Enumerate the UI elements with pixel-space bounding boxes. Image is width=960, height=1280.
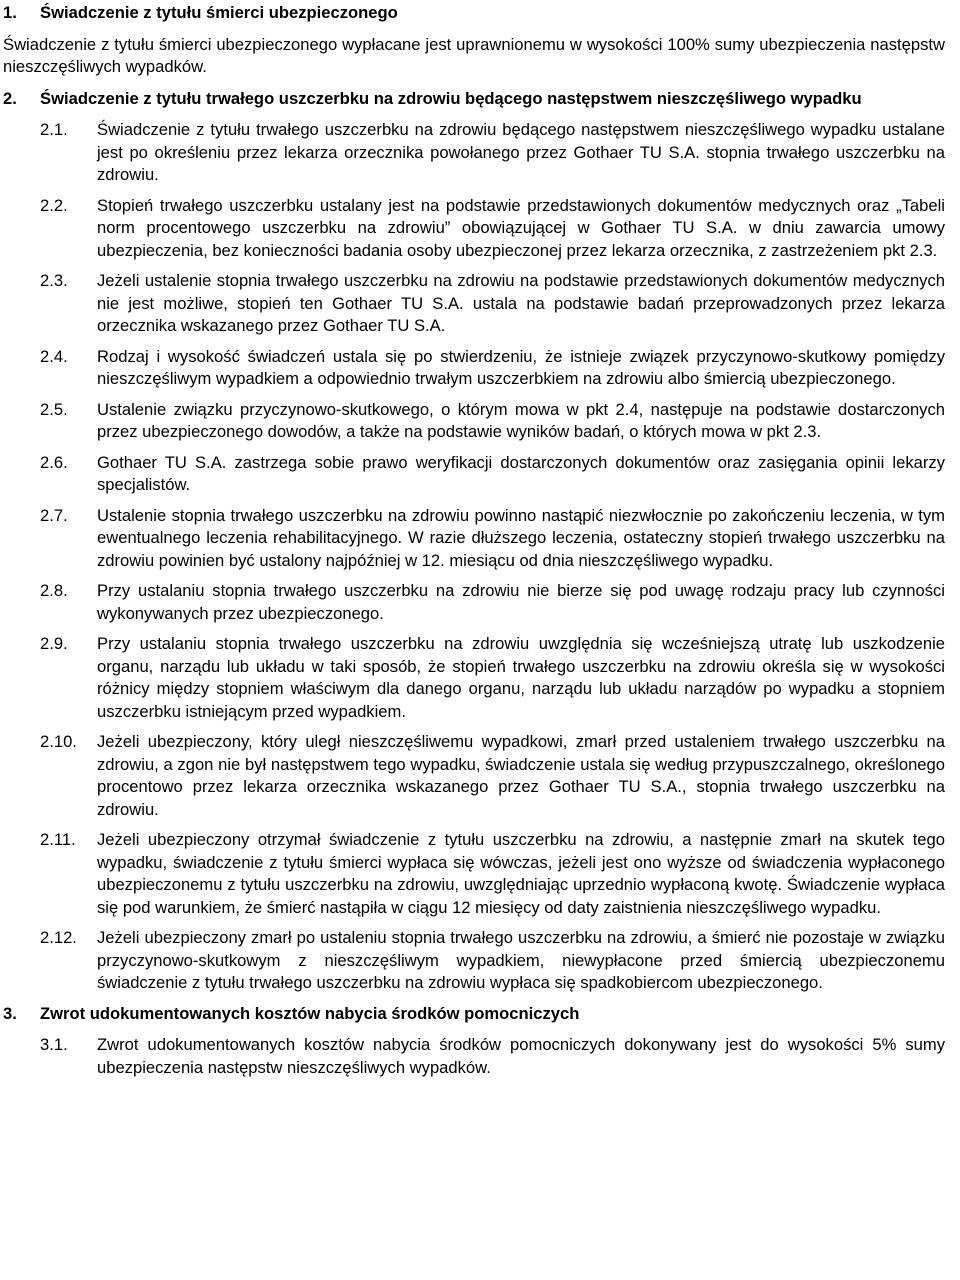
- clause-item: [3, 580, 945, 625]
- clause-text: Rodzaj i wysokość świadczeń ustala się po stwierdzeniu, że istnieje związek przyczynowo-skutkowy pomiędzy nieszczęśliwym wypadkiem a odpowiednio trwałym uszczerbkiem na zdrowiu albo śmiercią ubezpieczonego.: [97, 346, 945, 388]
- clause-text: Przy ustalaniu stopnia trwałego uszczerbku na zdrowiu nie bierze się pod uwagę rodzaju pracy lub czynności wykonywanych przez ubezpieczonego.: [97, 581, 945, 623]
- clause-item: [3, 927, 945, 995]
- clause-number: 2.9.: [40, 634, 68, 653]
- section-number: 1.: [3, 3, 17, 22]
- clause-item: [3, 633, 945, 723]
- clause-number: 2.5.: [40, 399, 68, 419]
- section-heading: [3, 2, 945, 25]
- clause-item: [3, 399, 945, 444]
- clause-text: Ustalenie związku przyczynowo-skutkowego, o którym mowa w pkt 2.4, następuje na podstawie dostarczonych przez ubezpieczonego dowodów, a także na podstawie wyników badań, o których mowa w pkt 2.3.: [97, 399, 945, 441]
- clause-item: [3, 346, 945, 391]
- clause-text: Przy ustalaniu stopnia trwałego uszczerbku na zdrowiu uwzględnia się wcześniejszą utratę lub uszkodzenie organu, narządu lub układu w taki sposób, że stopień trwałego uszczerbku na zdrowiu określa się w wysokości różnicy między stopniem właściwym dla danego organu, narządu lub układu narządów po wypadku a stopniem uszczerbku istniejącym przed wypadkiem.: [97, 634, 945, 721]
- clause-item: [3, 505, 945, 573]
- clause-item: [3, 731, 945, 821]
- clause-text: Świadczenie z tytułu trwałego uszczerbku na zdrowiu będącego następstwem nieszczęśliwego wypadku ustalane jest po określeniu przez lekarza orzecznika powołanego przez Gothaer TU S.A. stopnia trwałego uszczerbku na zdrowiu.: [97, 120, 945, 184]
- section-number: 3.: [3, 1003, 17, 1023]
- clause-number: 2.3.: [40, 271, 68, 290]
- clause-text: Jeżeli ustalenie stopnia trwałego uszczerbku na zdrowiu na podstawie przedstawionych dokumentów medycznych nie jest możliwe, stopień ten Gothaer TU S.A. ustala na podstawie badań przeprowadzonych przez lekarza orzecznika wskazanego przez Gothaer TU S.A.: [97, 271, 945, 335]
- section-title: Świadczenie z tytułu śmierci ubezpieczonego: [40, 3, 398, 22]
- clause-text: Zwrot udokumentowanych kosztów nabycia środków pomocniczych dokonywany jest do wysokości 5% sumy ubezpieczenia następstw nieszczęśliwych wypadków.: [97, 1035, 945, 1077]
- section-paragraph: Świadczenie z tytułu śmierci ubezpieczonego wypłacane jest uprawnionemu w wysokości 100% sumy ubezpieczenia następstw nieszczęśliwych wypadków.: [3, 34, 945, 76]
- clause-text: Jeżeli ubezpieczony otrzymał świadczenie z tytułu uszczerbku na zdrowiu, a następnie zmarł na skutek tego wypadku, świadczenie z tytułu śmierci wypłaca się wówczas, jeżeli jest ono wyższe od świadczenia wypłaconego ubezpieczonemu z tytułu uszczerbku na zdrowiu, uwzględniając uprzednio wypłaconą kwotę. Świadczenie wypłaca się pod warunkiem, że śmierć nastąpiła w ciągu 12 miesięcy od daty zaistnienia nieszczęśliwego wypadku.: [97, 830, 945, 917]
- clause-number: 2.4.: [40, 346, 68, 366]
- clause-number: 2.10.: [40, 732, 77, 751]
- clause-item: [3, 1034, 945, 1079]
- clause-number: 2.12.: [40, 928, 77, 947]
- clause-number: 2.6.: [40, 452, 68, 472]
- clause-number: 3.1.: [40, 1035, 68, 1054]
- clause-number: 2.11.: [40, 830, 76, 849]
- clause-text: Gothaer TU S.A. zastrzega sobie prawo weryfikacji dostarczonych dokumentów oraz zasięgania opinii lekarzy specjalistów.: [97, 452, 945, 494]
- section-heading: [3, 1003, 945, 1026]
- clause-number: 2.1.: [40, 120, 68, 139]
- clause-text: Jeżeli ubezpieczony, który uległ nieszczęśliwemu wypadkowi, zmarł przed ustaleniem trwałego uszczerbku na zdrowiu, a zgon nie był następstwem tego wypadku, świadczenie ustala się według przypuszczalnego, określonego procentowo przez lekarza orzecznika wskazanego przez Gothaer TU S.A., stopnia trwałego uszczerbku na zdrowiu.: [97, 732, 945, 819]
- section-1: [3, 2, 945, 79]
- clause-number: 2.2.: [40, 195, 68, 215]
- section-3: [3, 1003, 945, 1080]
- section-heading: [3, 88, 945, 111]
- clause-item: [3, 119, 945, 187]
- clause-item: [3, 452, 945, 497]
- section-title: Zwrot udokumentowanych kosztów nabycia środków pomocniczych: [40, 1003, 580, 1023]
- clause-number: 2.7.: [40, 505, 68, 525]
- clause-item: [3, 270, 945, 338]
- clause-text: Stopień trwałego uszczerbku ustalany jest na podstawie przedstawionych dokumentów medycznych oraz „Tabeli norm procentowego uszczerbku na zdrowiu” obowiązującej w Gothaer TU S.A. w dniu zawarcia umowy ubezpieczenia, bez konieczności badania osoby ubezpieczonej przez lekarza orzecznika, z zastrzeżeniem pkt 2.3.: [97, 195, 945, 260]
- section-2: [3, 88, 945, 995]
- clause-text: Jeżeli ubezpieczony zmarł po ustaleniu stopnia trwałego uszczerbku na zdrowiu, a śmierć nie pozostaje w związku przyczynowo-skutkowym z nieszczęśliwym wypadkiem, niewypłacone przed śmiercią ubezpieczonemu świadczenie z tytułu trwałego uszczerbku na zdrowiu wypłaca się spadkobiercom ubezpieczonego.: [97, 928, 945, 992]
- clause-item: [3, 829, 945, 919]
- section-number: 2.: [3, 88, 17, 108]
- section-title: Świadczenie z tytułu trwałego uszczerbku na zdrowiu będącego następstwem nieszczęśliwego wypadku: [40, 88, 862, 108]
- clause-item: [3, 195, 945, 263]
- clause-text: Ustalenie stopnia trwałego uszczerbku na zdrowiu powinno nastąpić niezwłocznie po zakończeniu leczenia, w tym ewentualnego leczenia rehabilitacyjnego. W razie dłuższego leczenia, ostateczny stopień trwałego uszczerbku na zdrowiu powinien być ustalony najpóźniej w 12. miesiącu od dnia nieszczęśliwego wypadku.: [97, 505, 945, 570]
- clause-number: 2.8.: [40, 581, 68, 600]
